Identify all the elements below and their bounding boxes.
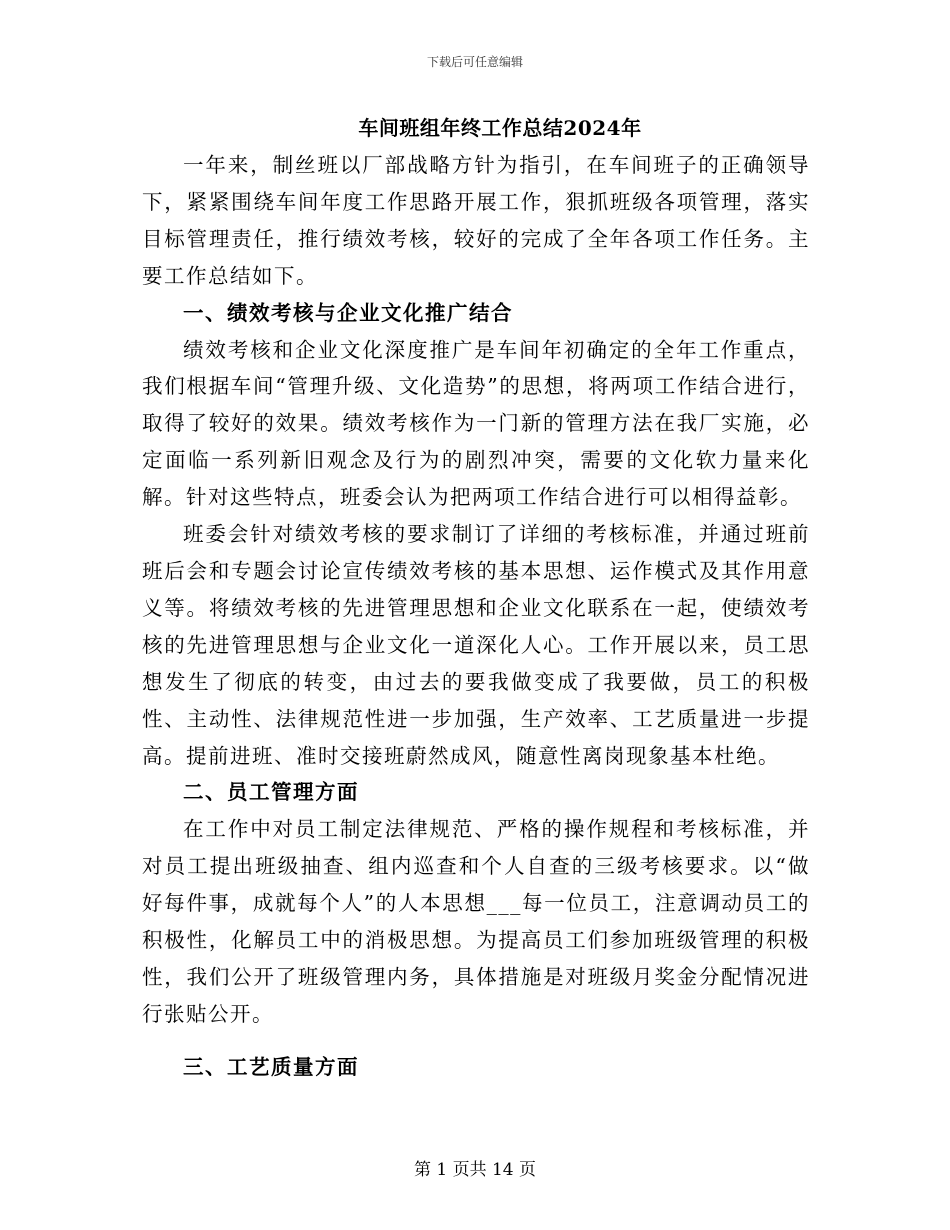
section-1-paragraph-1: 绩效考核和企业文化深度推广是车间年初确定的全年工作重点，我们根据车间“管理升级、文化造势”的思想，将两项工作结合进行，取得了较好的效果。绩效考核作为一门新的管理方法在我厂实施，必定面临一系列新旧观念及行为的剧烈冲突，需要的文化软力量来化解。针对这些特点，班委会认为把两项工作结合进行可以相得益彰。 — [142, 337, 810, 510]
section-2-paragraph-1: 在工作中对员工制定法律规范、严格的操作规程和考核标准，并对员工提出班级抽查、组内巡查和个人自查的三级考核要求。以“做好每件事，成就每个人”的人本思想___每一位员工，注意调动员工的积极性，化解员工中的消极思想。为提高员工们参加班级管理的积极性，我们公开了班级管理内务，具体措施是对班级月奖金分配情况进行张贴公开。 — [142, 817, 810, 1026]
document-body — [142, 147, 810, 1086]
document-title: 车间班组年终工作总结2024年 — [358, 116, 642, 140]
intro-paragraph: 一年来，制丝班以厂部战略方针为指引，在车间班子的正确领导下，紧紧围绕车间年度工作思路开展工作，狠抓班级各项管理，落实目标管理责任，推行绩效考核，较好的完成了全年各项工作任务。主要工作总结如下。 — [142, 153, 810, 288]
page-footer: 第 1 页共 14 页 — [413, 1160, 537, 1180]
section-1-paragraph-2: 班委会针对绩效考核的要求制订了详细的考核标准，并通过班前班后会和专题会讨论宣传绩效考核的基本思想、运作模式及其作用意义等。将绩效考核的先进管理思想和企业文化联系在一起，使绩效考核的先进管理思想与企业文化一道深化人心。工作开展以来，员工思想发生了彻底的转变，由过去的要我做变成了我要做，员工的积极性、主动性、法律规范性进一步加强，生产效率、工艺质量进一步提高。提前进班、准时交接班蔚然成风，随意性离岗现象基本杜绝。 — [142, 522, 810, 768]
header-note: 下载后可任意编辑 — [426, 55, 523, 69]
section-3-heading: 三、工艺质量方面 — [183, 1054, 359, 1079]
section-2-heading: 二、员工管理方面 — [183, 780, 359, 805]
section-1-heading: 一、绩效考核与企业文化推广结合 — [183, 300, 513, 325]
